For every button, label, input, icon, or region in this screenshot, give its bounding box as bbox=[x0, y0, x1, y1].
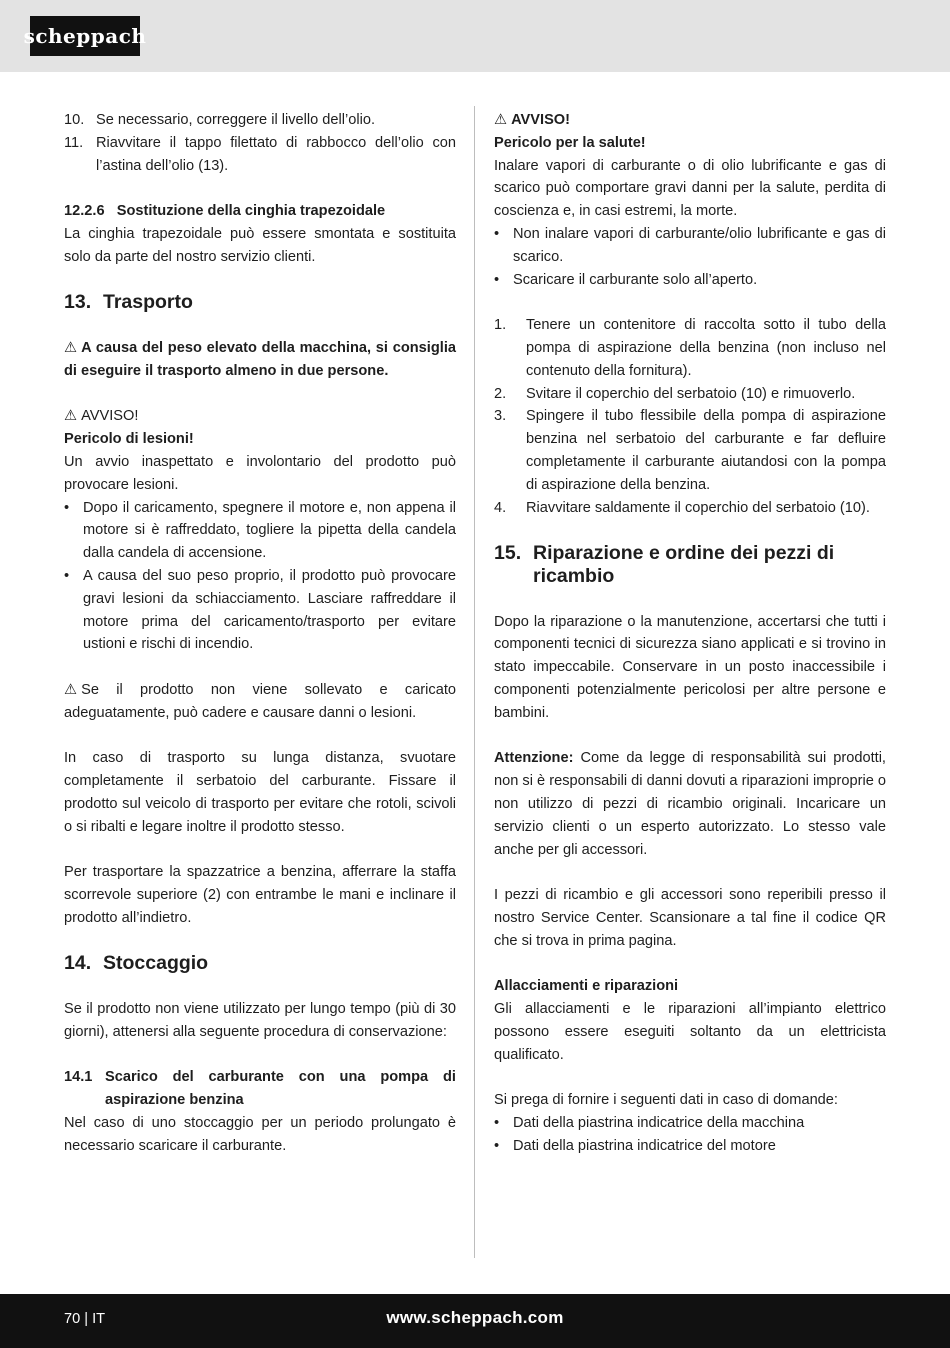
paragraph: Attenzione: Come da legge di responsabilità sui prodotti, non si è responsabili di danni dovuti a riparazioni improprie o non utilizzo di pezzi di ricambio originali. Incaricare un servizio clienti o un esperto autorizzato. Lo stesso vale anche per gli accessori. bbox=[494, 750, 886, 858]
bullet-icon: • bbox=[64, 567, 70, 584]
warning-triangle-icon: ⚠ bbox=[64, 408, 78, 425]
page-number: 70 | IT bbox=[64, 1311, 106, 1327]
paragraph: In caso di trasporto su lunga distanza, svuotare completamente il serbatoio del carburante. Fissare il prodotto sul veicolo di trasporto per evitare che rotoli, scivoli o si ribalti e legare inoltre il prodotto stesso. bbox=[64, 750, 456, 835]
left-column bbox=[64, 109, 456, 1158]
right-column bbox=[494, 109, 886, 1158]
footer-bar bbox=[0, 1294, 950, 1348]
bullet-item: • Dati della piastrina indicatrice del motore bbox=[494, 1135, 886, 1158]
bullet-item: • Dati della piastrina indicatrice della macchina bbox=[494, 1112, 886, 1135]
bullet-icon: • bbox=[494, 225, 500, 242]
warning-triangle-icon: ⚠ bbox=[64, 339, 78, 356]
section-heading-15: 15. Riparazione e ordine dei pezzi di ricambio bbox=[494, 542, 835, 587]
paragraph: Gli allacciamenti e le riparazioni all’impianto elettrico possono essere eseguiti soltanto da un elettricista qualificato. bbox=[494, 1001, 886, 1063]
scheppach-logo: scheppach bbox=[30, 16, 140, 56]
paragraph: I pezzi di ricambio e gli accessori sono reperibili presso il nostro Service Center. Scansionare a tal fine il codice QR che si trova in prima pagina. bbox=[494, 887, 886, 949]
warning-paragraph: ⚠ A causa del peso elevato della macchina, si consiglia di eseguire il trasporto almeno in due persone. bbox=[64, 337, 456, 383]
subheading: Allacciamenti e riparazioni bbox=[494, 978, 679, 995]
paragraph: Inalare vapori di carburante o di olio lubrificante e gas di scarico può comportare gravi danni per la salute, perdita di coscienza e, in casi estremi, la morte. bbox=[494, 157, 886, 220]
section-heading-12-2-6: 12.2.6 Sostituzione della cinghia trapezoidale bbox=[64, 203, 386, 220]
list-item: 1. Tenere un contenitore di raccolta sotto il tubo della pompa di aspirazione della benzina (non incluso nel contenuto della fornitura). bbox=[494, 317, 886, 379]
avviso-heading: ⚠ AVVISO! bbox=[494, 109, 886, 132]
website-link[interactable]: www.scheppach.com bbox=[386, 1308, 564, 1327]
avviso-heading: ⚠ AVVISO! bbox=[64, 405, 456, 428]
section-heading-14: 14. Stoccaggio bbox=[64, 952, 209, 975]
list-item: 4. Riavvitare saldamente il coperchio del serbatoio (10). bbox=[494, 499, 870, 516]
bullet-icon: • bbox=[494, 1137, 500, 1154]
header-bar bbox=[0, 0, 950, 72]
paragraph: Un avvio inaspettato e involontario del prodotto può provocare lesioni. bbox=[64, 453, 456, 493]
paragraph: Si prega di fornire i seguenti dati in caso di domande: bbox=[494, 1092, 838, 1109]
list-item: 3. Spingere il tubo flessibile della pompa di aspirazione benzina nel serbatoio del carburante e far defluire completamente il carburante aiutandosi con la pompa di aspirazione della benzina. bbox=[494, 408, 886, 493]
column-divider bbox=[474, 106, 475, 1258]
section-heading-14-1: 14.1 Scarico del carburante con una pompa di aspirazione benzina bbox=[64, 1069, 456, 1109]
list-item: 10. Se necessario, correggere il livello dell’olio. bbox=[64, 112, 376, 128]
list-item: 11. Riavvitare il tappo filettato di rabbocco dell’olio con l’astina dell’olio (13). bbox=[64, 134, 456, 174]
bullet-item: • Dopo il caricamento, spegnere il motore e, non appena il motore si è raffreddato, togliere la pipetta della candela dalla candela di accensione. bbox=[64, 497, 456, 565]
paragraph: Per trasportare la spazzatrice a benzina, afferrare la staffa scorrevole superiore (2) con entrambe le mani e inclinare il prodotto all’indietro. bbox=[64, 864, 456, 926]
warning-paragraph: ⚠ Se il prodotto non viene sollevato e caricato adeguatamente, può cadere e causare danni o lesioni. bbox=[64, 679, 456, 725]
bullet-icon: • bbox=[64, 499, 70, 516]
paragraph: La cinghia trapezoidale può essere smontata e sostituita solo da parte del nostro servizio clienti. bbox=[64, 225, 456, 265]
list-item: 2. Svitare il coperchio del serbatoio (10) e rimuoverlo. bbox=[494, 385, 856, 402]
paragraph: Se il prodotto non viene utilizzato per lungo tempo (più di 30 giorni), attenersi alla seguente procedura di conservazione: bbox=[64, 1001, 456, 1040]
avviso-subheading: Pericolo per la salute! bbox=[494, 134, 646, 151]
bullet-icon: • bbox=[494, 271, 500, 288]
avviso-subheading: Pericolo di lesioni! bbox=[64, 431, 194, 448]
warning-triangle-icon: ⚠ bbox=[64, 681, 78, 698]
paragraph: Nel caso di uno stoccaggio per un periodo prolungato è necessario scaricare il carburante. bbox=[64, 1115, 456, 1154]
section-heading-13: 13. Trasporto bbox=[64, 291, 193, 314]
bullet-icon: • bbox=[494, 1115, 500, 1132]
paragraph: Dopo la riparazione o la manutenzione, accertarsi che tutti i componenti tecnici di sicurezza siano applicati e si trovino in stato impeccabile. Conservare in un posto inaccessibile i componenti potenzialmente pericolosi per altre persone e bambini. bbox=[494, 613, 886, 721]
bullet-item: • A causa del suo peso proprio, il prodotto può provocare gravi lesioni da schiacciamento. Lasciare raffreddare il motore prima del caricamento/trasporto per evitare ustioni e rischi di incendio. bbox=[64, 565, 456, 656]
warning-triangle-icon: ⚠ bbox=[494, 112, 508, 128]
bullet-item: • Non inalare vapori di carburante/olio lubrificante e gas di scarico. bbox=[494, 223, 886, 269]
bullet-item: • Scaricare il carburante solo all’aperto. bbox=[494, 269, 886, 292]
